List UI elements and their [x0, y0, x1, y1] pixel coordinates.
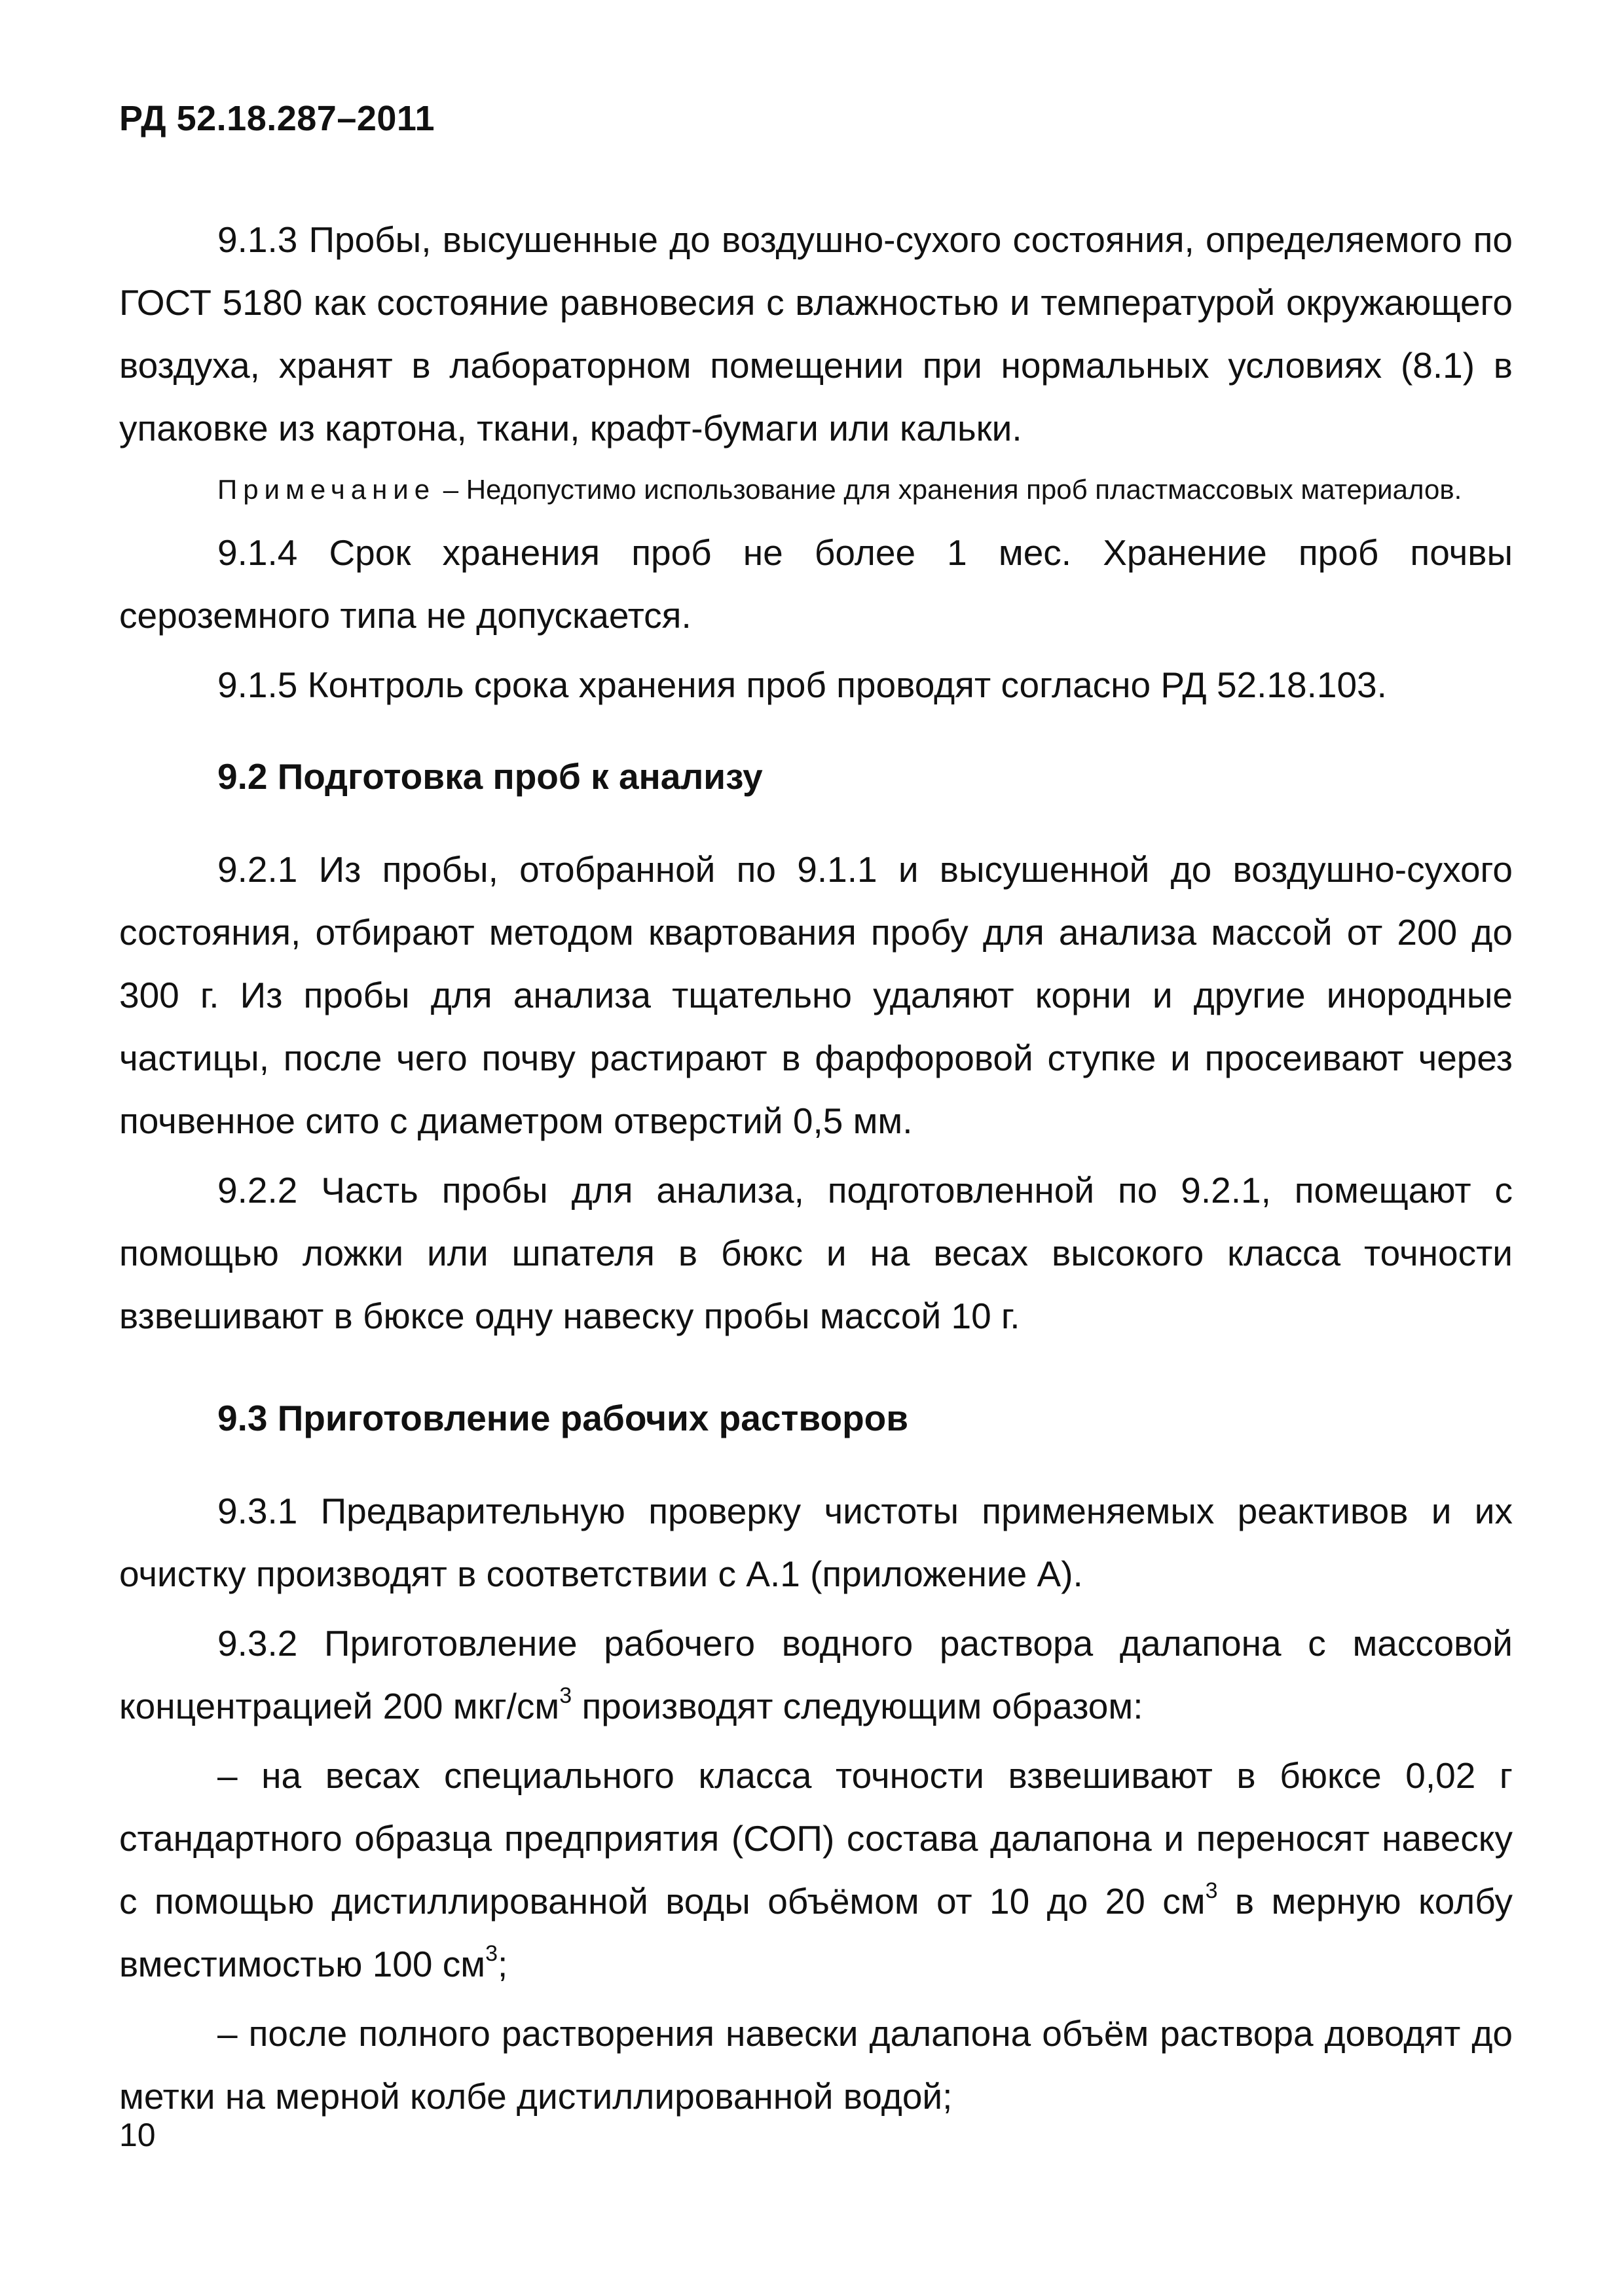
p932-superscript: 3	[559, 1683, 572, 1708]
section-heading-9-2: 9.2 Подготовка проб к анализу	[217, 756, 763, 797]
li1-superscript-2: 3	[485, 1941, 498, 1966]
note-text: – Недопустимо использование для хранения проб пластмассовых материалов.	[435, 474, 1462, 505]
p932-text-a: 9.3.2 Приготовление рабочего водного раствора далапона с массовой концентрацией 200 мкг/см	[119, 1623, 1513, 1726]
page-body	[119, 208, 1513, 2128]
paragraph-9-2-1: 9.2.1 Из пробы, отобранной по 9.1.1 и высушенной до воздушно-сухого состояния, отбирают методом квартования пробу для анализа массой от 200 до 300 г. Из пробы для анализа тщательно удаляют корни и другие инородные частицы, после чего почву растирают в фарфоровой ступке и просеивают через почвенное сито с диаметром отверстий 0,5 мм.	[119, 849, 1513, 1141]
list-item-2: – после полного растворения навески далапона объём раствора доводят до метки на мерной колбе дистиллированной водой;	[119, 2013, 1513, 2117]
li1-text-c: ;	[497, 1944, 508, 1984]
paragraph-9-1-4: 9.1.4 Срок хранения проб не более 1 мес. Хранение проб почвы сероземного типа не допускается.	[119, 532, 1513, 636]
li1-text-b: в мерную колбу вместимостью 100 см	[119, 1881, 1513, 1984]
section-heading-9-3: 9.3 Приготовление рабочих растворов	[217, 1398, 909, 1438]
paragraph-9-1-5: 9.1.5 Контроль срока хранения проб проводят согласно РД 52.18.103.	[217, 665, 1387, 705]
paragraph-9-1-3: 9.1.3 Пробы, высушенные до воздушно-сухого состояния, определяемого по ГОСТ 5180 как состояние равновесия с влажностью и температурой окружающего воздуха, хранят в лабораторном помещении при нормальных условиях (8.1) в упаковке из картона, ткани, крафт-бумаги или кальки.	[119, 219, 1513, 448]
li1-superscript-1: 3	[1205, 1878, 1218, 1903]
paragraph-9-2-2: 9.2.2 Часть пробы для анализа, подготовленной по 9.2.1, помещают с помощью ложки или шпателя в бюкс и на весах высокого класса точности взвешивают в бюксе одну навеску пробы массой 10 г.	[119, 1170, 1513, 1336]
note-label: Примечание	[217, 474, 436, 505]
paragraph-9-3-2	[119, 1612, 1513, 1738]
document-code-header: РД 52.18.287–2011	[119, 99, 435, 138]
list-item-1	[119, 1744, 1513, 1995]
li1-text-a: – на весах специального класса точности взвешивают в бюксе 0,02 г стандартного образца предприятия (СОП) состава далапона и переносят навеску с помощью дистиллированной воды объёмом от 10 до 20 см	[119, 1755, 1513, 1922]
note	[119, 469, 1513, 511]
paragraph-9-3-1: 9.3.1 Предварительную проверку чистоты применяемых реактивов и их очистку производят в соответствии с А.1 (приложение А).	[119, 1491, 1513, 1594]
page-number: 10	[119, 2117, 156, 2153]
p932-text-b: производят следующим образом:	[572, 1686, 1143, 1726]
